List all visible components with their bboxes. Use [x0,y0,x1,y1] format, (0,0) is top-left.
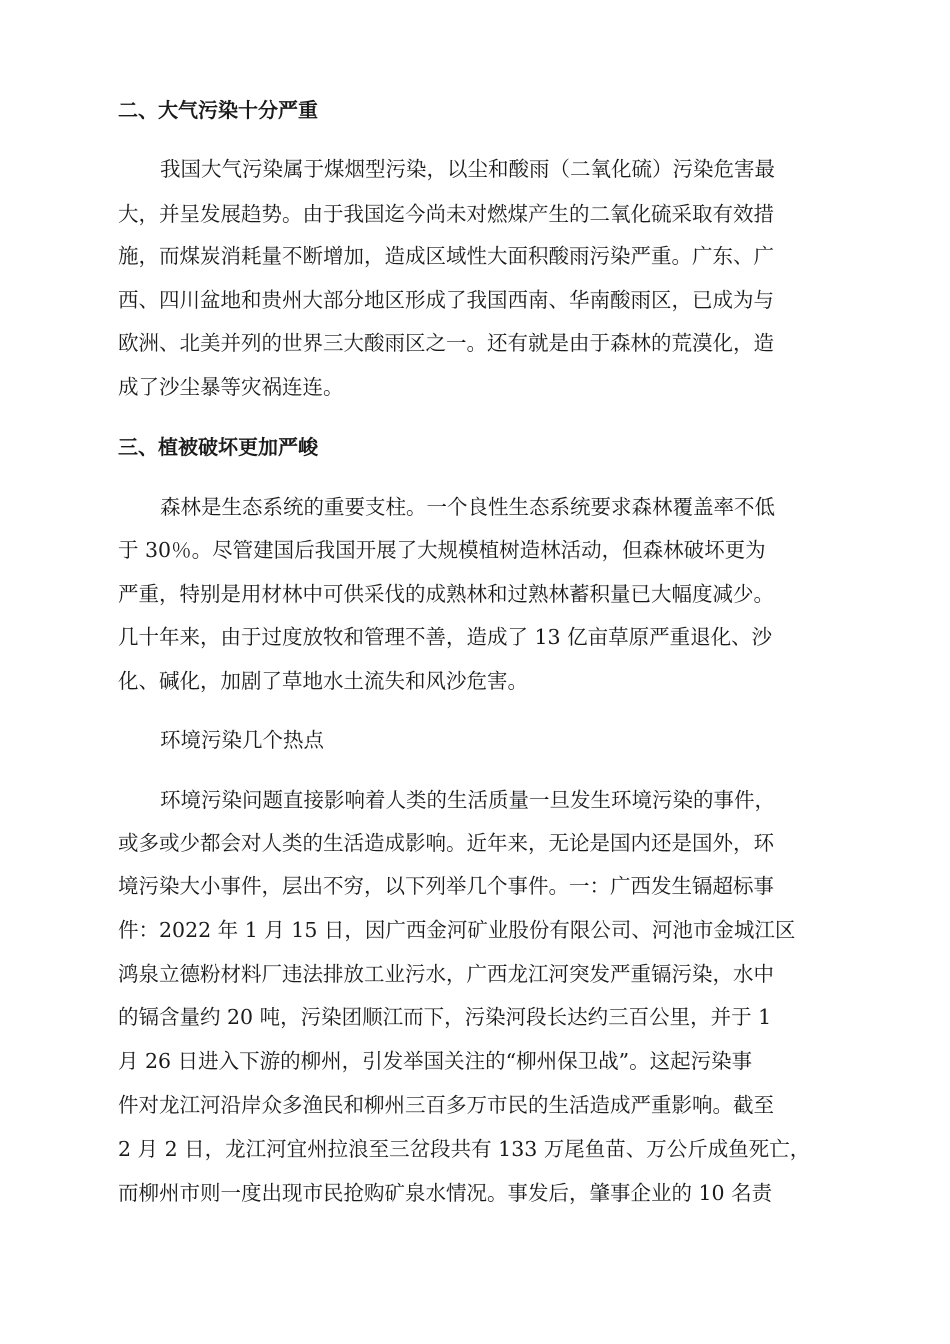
paragraph-line: 境污染大小事件，层出不穷，以下列举几个事件。一：广西发生镉超标事 [118,874,774,898]
paragraph-line: 2 月 2 日，龙江河宜州拉浪至三岔段共有 133 万尾鱼苗、万公斤成鱼死亡， [118,1137,811,1161]
paragraph-line: 我国大气污染属于煤烟型污染，以尘和酸雨（二氧化硫）污染危害最 [160,157,775,181]
paragraph-line: 严重，特别是用材林中可供采伐的成熟林和过熟林蓄积量已大幅度减少。 [118,582,774,606]
paragraph-line: 的镉含量约 20 吨，污染团顺江而下，污染河段长达约三百公里，并于 1 [118,1005,772,1029]
section-heading-vegetation: 三、植被破坏更加严峻 [118,435,318,459]
paragraph-line: 施，而煤炭消耗量不断增加，造成区域性大面积酸雨污染严重。广东、广 [118,244,774,268]
section-heading-air-pollution: 二、大气污染十分严重 [118,98,318,122]
paragraph-line: 森林是生态系统的重要支柱。一个良性生态系统要求森林覆盖率不低 [160,495,775,519]
paragraph-line: 或多或少都会对人类的生活造成影响。近年来，无论是国内还是国外，环 [118,831,774,855]
paragraph-line: 环境污染问题直接影响着人类的生活质量一旦发生环境污染的事件， [160,788,775,812]
paragraph-line: 而柳州市则一度出现市民抢购矿泉水情况。事发后，肇事企业的 10 名责 [118,1181,773,1205]
paragraph-line: 几十年来，由于过度放牧和管理不善，造成了 13 亿亩草原严重退化、沙 [118,625,773,649]
paragraph-line: 鸿泉立德粉材料厂违法排放工业污水，广西龙江河突发严重镉污染，水中 [118,962,774,986]
paragraph-line: 西、四川盆地和贵州大部分地区形成了我国西南、华南酸雨区，已成为与 [118,288,774,312]
paragraph-line: 月 26 日进入下游的柳州，引发举国关注的“柳州保卫战”。这起污染事 [118,1049,753,1073]
paragraph-line: 大，并呈发展趋势。由于我国迄今尚未对燃煤产生的二氧化硫采取有效措 [118,202,774,226]
paragraph-line: 成了沙尘暴等灾祸连连。 [118,375,344,399]
paragraph-line: 化、碱化，加剧了草地水土流失和风沙危害。 [118,669,528,693]
subsection-title-hotspots: 环境污染几个热点 [160,728,324,752]
paragraph-line: 件对龙江河沿岸众多渔民和柳州三百多万市民的生活造成严重影响。截至 [118,1093,774,1117]
paragraph-line: 件：2022 年 1 月 15 日，因广西金河矿业股份有限公司、河池市金城江区 [118,918,796,942]
paragraph-line: 于 30％。尽管建国后我国开展了大规模植树造林活动，但森林破坏更为 [118,538,766,562]
paragraph-line: 欧洲、北美并列的世界三大酸雨区之一。还有就是由于森林的荒漠化，造 [118,331,774,355]
